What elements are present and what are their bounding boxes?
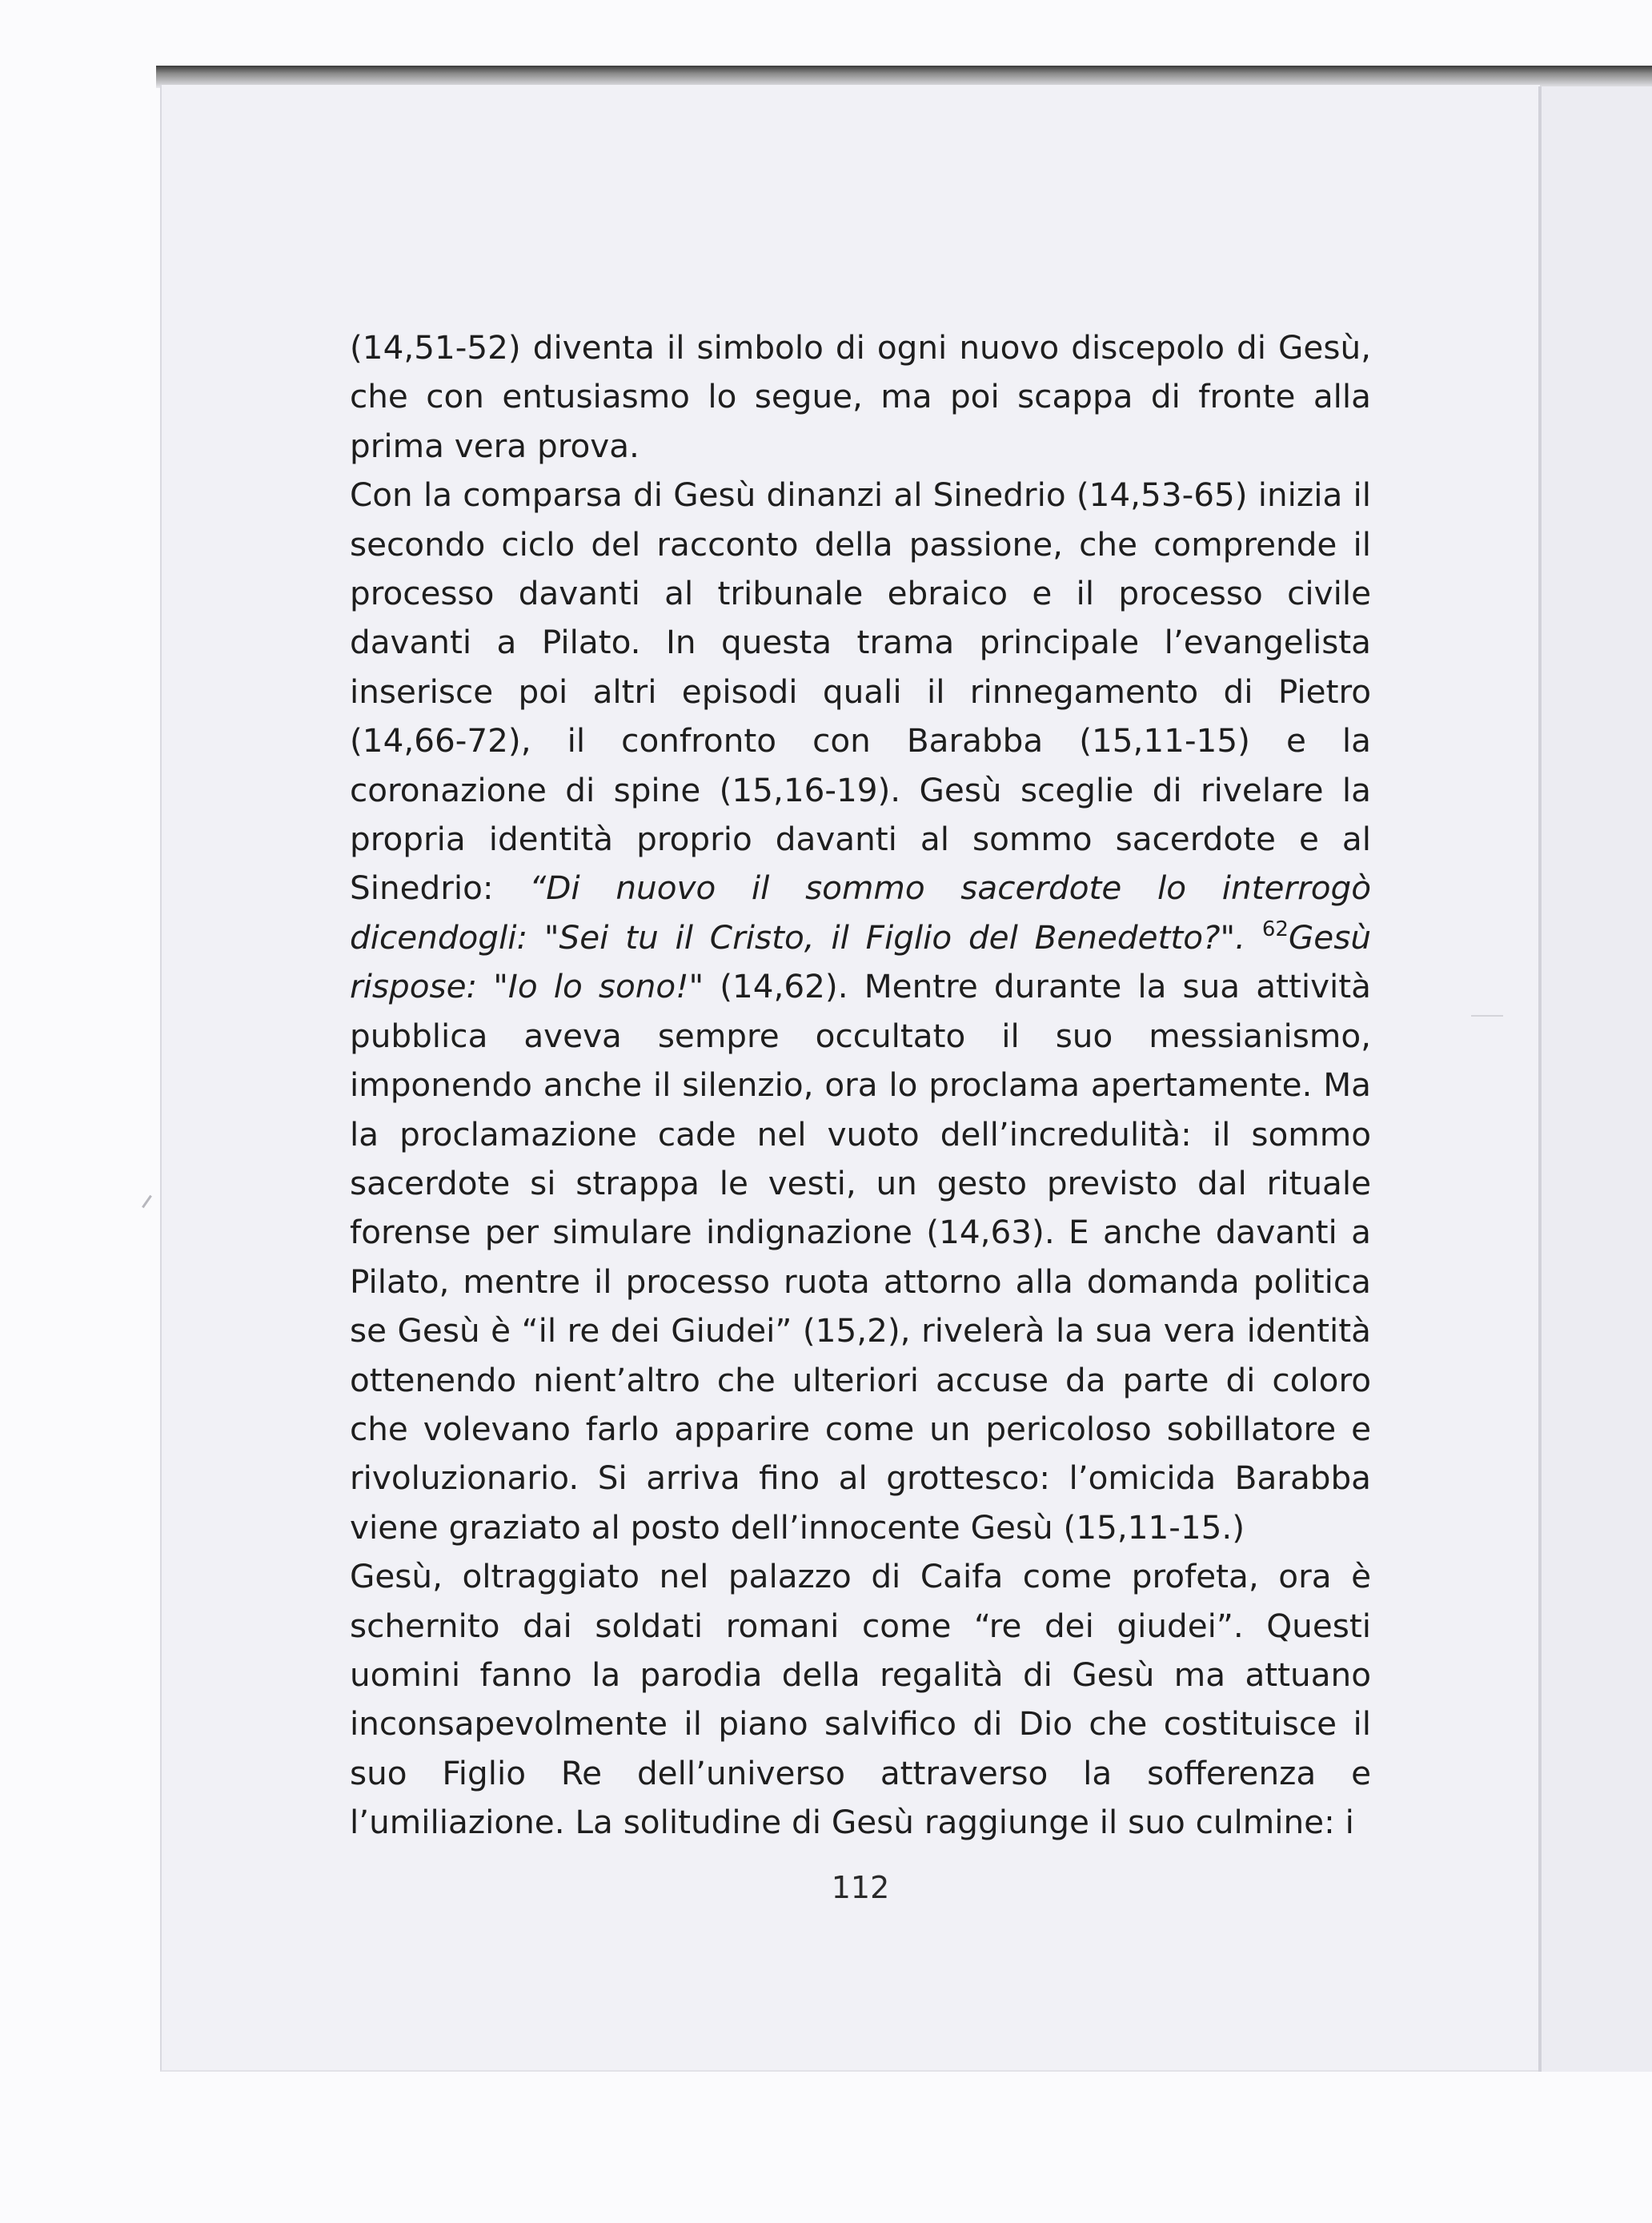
paragraph-3 bbox=[350, 1552, 1371, 1847]
verse-number: 62 bbox=[1261, 917, 1289, 941]
scan-mark bbox=[1471, 1015, 1503, 1017]
next-page-edge bbox=[1538, 86, 1652, 2072]
scan-mark bbox=[142, 1195, 152, 1208]
paragraph-2 bbox=[350, 471, 1371, 1552]
body-text bbox=[350, 323, 1371, 1848]
scripture-quote-part-2: Gesù rispose: "Io lo sono!" bbox=[350, 917, 1371, 1006]
paragraph-2-continuation: (14,62). Mentre durante la sua attività pubblica aveva sempre occultato il suo messianismo, imponendo anche il silenzio, ora lo proclama apertamente. Ma la proclamazione cade nel vuoto dell’incredulità: il sommo sacerdote si strappa le vesti, un gesto previsto dal rituale forense per simulare indignazione (14,63). E anche davanti a Pilato, mentre il processo ruota attorno alla domanda politica se Gesù è “il re dei Giudei” (15,2), rivelerà la sua vera identità ottenendo nient’altro che ulteriori accuse da parte di coloro che volevano farlo apparire come un pericoloso sobillatore e rivoluzionario. Si arriva fino al grottesco: l’omicida Barabba viene graziato al posto dell’innocente Gesù (15,11-15.) bbox=[350, 967, 1371, 1547]
paragraph-1-text: (14,51-52) diventa il simbolo di ogni nuovo discepolo di Gesù, che con entusiasmo lo segue, ma poi scappa di fronte alla prima vera prova. bbox=[350, 328, 1371, 465]
paragraph-2-intro: Con la comparsa di Gesù dinanzi al Sinedrio (14,53-65) inizia il secondo ciclo del racconto della passione, che comprende il processo davanti al tribunale ebraico e il processo civile davanti a Pilato. In questa trama principale l’evangelista inserisce poi altri episodi quali il rinnegamento di Pietro (14,66-72), il confronto con Barabba (15,11-15) e la coronazione di spine (15,16-19). Gesù sceglie di rivelare la propria identità proprio davanti al sommo sacerdote e al Sinedrio: bbox=[350, 475, 1371, 908]
page-number: 112 bbox=[831, 1870, 890, 1905]
paragraph-3-text: Gesù, oltraggiato nel palazzo di Caifa come profeta, ora è schernito dai soldati romani come “re dei giudei”. Questi uomini fanno la parodia della regalità di Gesù ma attuano inconsapevolmente il piano salvifico di Dio che costituisce il suo Figlio Re dell’universo attraverso la sofferenza e l’umiliazione. La solitudine di Gesù raggiunge il suo culmine: i bbox=[350, 1557, 1371, 1842]
paragraph-1 bbox=[350, 323, 1371, 471]
scripture-quote-part-1: “Di nuovo il sommo sacerdote lo interrogò dicendogli: "Sei tu il Cristo, il Figlio del Benedetto?". bbox=[350, 869, 1371, 957]
